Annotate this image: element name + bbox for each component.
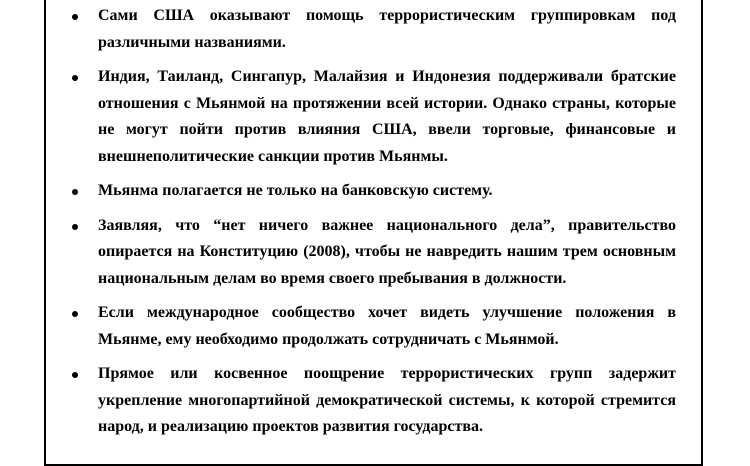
bullet-item [72,3,676,56]
bullet-dot-icon [72,75,78,81]
bullet-text: Если международное сообщество хочет видеть улучшение положения в Мьянме, ему необходимо продолжать сотрудничать с Мьянмой. [98,304,676,348]
bullet-item [72,300,676,353]
bullet-list [72,3,676,449]
bullet-item [72,178,676,205]
bullet-dot-icon [72,224,78,230]
bullet-text: Мьянма полагается не только на банковскую систему. [98,182,493,199]
bullet-dot-icon [72,14,78,20]
bullet-text: Заявляя, что “нет ничего важнее национального дела”, правительство опирается на Конституцию (2008), чтобы не навредить нашим трем основным национальным делам во время своего пребывания в должности. [98,216,676,287]
bullet-text: Сами США оказывают помощь террористическим группировкам под различными названиями. [98,7,676,51]
bullet-item [72,213,676,293]
bullet-item [72,361,676,441]
bullet-item [72,64,676,170]
bullet-dot-icon [72,311,78,317]
bullet-dot-icon [72,189,78,195]
bullet-text: Индия, Таиланд, Сингапур, Малайзия и Индонезия поддерживали братские отношения с Мьянмой на протяжении всей истории. Однако страны, которые не могут пойти против влияния США, ввели торговые, финансовые и внешнеполитические санкции против Мьянмы. [98,68,676,165]
bullet-text: Прямое или косвенное поощрение террористических групп задержит укрепление многопартийной демократической системы, к которой стремится народ, и реализацию проектов развития государства. [98,365,676,435]
bullet-dot-icon [72,372,78,378]
